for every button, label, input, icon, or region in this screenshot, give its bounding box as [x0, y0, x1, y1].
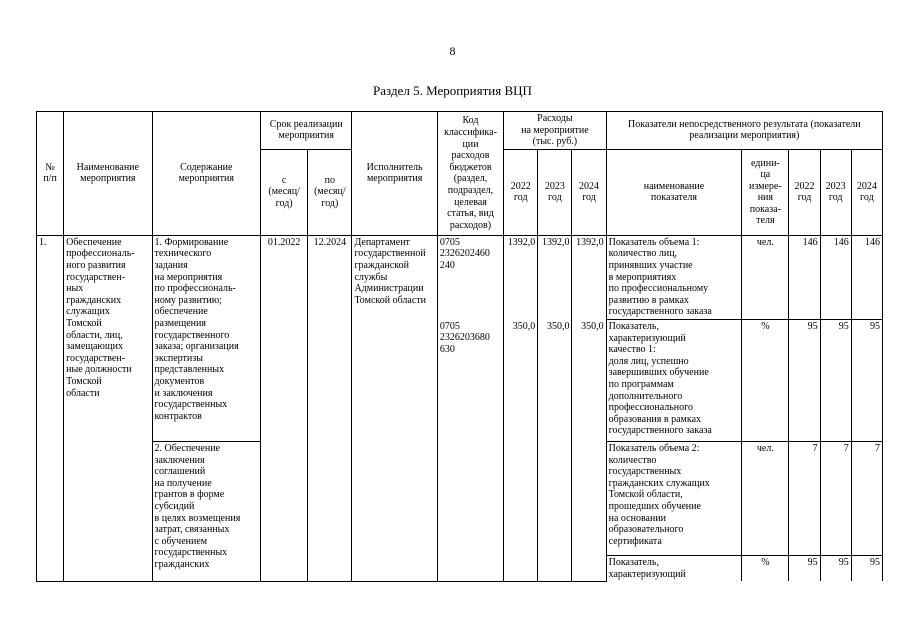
indicator-2022: 7: [789, 441, 820, 555]
header-ind-2024: 2024 год: [851, 149, 882, 235]
period-to: 12.2024: [308, 235, 352, 581]
expense-2022-b: 350,0: [512, 320, 536, 332]
header-executor: Исполнитель мероприятия: [352, 112, 437, 236]
indicator-2023: 146: [820, 235, 851, 319]
measure-content-1: 1. Формирование технического задания на мероприятия по профессиональ- ному развитию; обеспечение размещения государственного заказа; организация экспертизы представленных документов и заключения государственных контрактов: [152, 235, 261, 441]
header-from: с (месяц/ год): [261, 149, 308, 235]
expense-2024-b: 350,0: [581, 320, 604, 332]
indicator-2023: 95: [820, 319, 851, 441]
indicator-name: Показатель, характеризующий качество 1: доля лиц, успешно завершивших обучение по программам дополнительного профессионального образования в рамках государственного заказа: [606, 319, 742, 441]
header-num: № п/п: [37, 112, 64, 236]
indicator-name: Показатель, характеризующий: [606, 555, 742, 581]
budget-code-cell: [437, 235, 503, 581]
header-content: Содержание мероприятия: [152, 112, 261, 236]
page-number: 8: [449, 44, 456, 58]
expense-2023-b: 350,0: [546, 320, 570, 332]
header-indicator-name: наименование показателя: [606, 149, 742, 235]
indicator-2024: 146: [851, 235, 882, 319]
indicator-unit: чел.: [742, 441, 789, 555]
section-title: Раздел 5. Мероприятия ВЦП: [373, 83, 532, 98]
indicator-2024: 7: [851, 441, 882, 555]
expense-2022-a: 1392,0: [507, 236, 536, 248]
indicator-2023: 7: [820, 441, 851, 555]
expense-2023-cell: [538, 235, 572, 581]
header-name: Наименование мероприятия: [64, 112, 152, 236]
table-row: [37, 235, 883, 319]
indicator-unit: %: [742, 319, 789, 441]
measure-name: Обеспечение профессиональ- ного развития государствен- ных гражданских служащих Томской области, лиц, замещающих государствен- ные должности Томской области: [64, 235, 152, 581]
header-exp-2024: 2024 год: [572, 149, 606, 235]
header-row-1: [37, 112, 883, 150]
expense-2024-a: 1392,0: [576, 236, 604, 248]
header-to: по (месяц/ год): [308, 149, 352, 235]
budget-code-1: 0705 2326202460 240: [439, 236, 490, 271]
expense-2023-a: 1392,0: [541, 236, 570, 248]
indicator-2024: 95: [851, 555, 882, 581]
indicator-unit: %: [742, 555, 789, 581]
header-exp-2023: 2023 год: [538, 149, 572, 235]
indicator-name: Показатель объема 2: количество государственных гражданских служащих Томской области, прошедших обучение на основании образовательного сертификата: [606, 441, 742, 555]
row-num: 1.: [37, 235, 64, 581]
indicator-2022: 146: [789, 235, 820, 319]
executor: Департамент государственной гражданской службы Администрации Томской области: [352, 235, 437, 581]
measures-table: [36, 111, 883, 582]
indicator-2024: 95: [851, 319, 882, 441]
indicator-unit: чел.: [742, 235, 789, 319]
budget-code-2: 0705 2326203680 630: [439, 320, 490, 355]
measure-content-2: 2. Обеспечение заключения соглашений на получение грантов в форме субсидий в целях возмещения затрат, связанных с обучением государственных гражданских: [152, 441, 261, 581]
header-exp-2022: 2022 год: [504, 149, 538, 235]
indicator-2022: 95: [789, 555, 820, 581]
header-ind-2022: 2022 год: [789, 149, 820, 235]
header-ind-2023: 2023 год: [820, 149, 851, 235]
header-period: Срок реализации мероприятия: [261, 112, 352, 150]
expense-2022-cell: [504, 235, 538, 581]
expense-2024-cell: [572, 235, 606, 581]
period-from: 01.2022: [261, 235, 308, 581]
header-code: Код классифика- ции расходов бюджетов (раздел, подраздел, целевая статья, вид расходов): [437, 112, 503, 236]
indicator-2022: 95: [789, 319, 820, 441]
indicator-name: Показатель объема 1: количество лиц, принявших участие в мероприятиях по профессиональному развитию в рамках государственного заказа: [606, 235, 742, 319]
header-unit: едини- ца измере- ния показа- теля: [742, 149, 789, 235]
indicator-2023: 95: [820, 555, 851, 581]
header-expenses: Расходы на мероприятие (тыс. руб.): [504, 112, 606, 150]
header-indicators: Показатели непосредственного результата (показатели реализации мероприятия): [606, 112, 882, 150]
